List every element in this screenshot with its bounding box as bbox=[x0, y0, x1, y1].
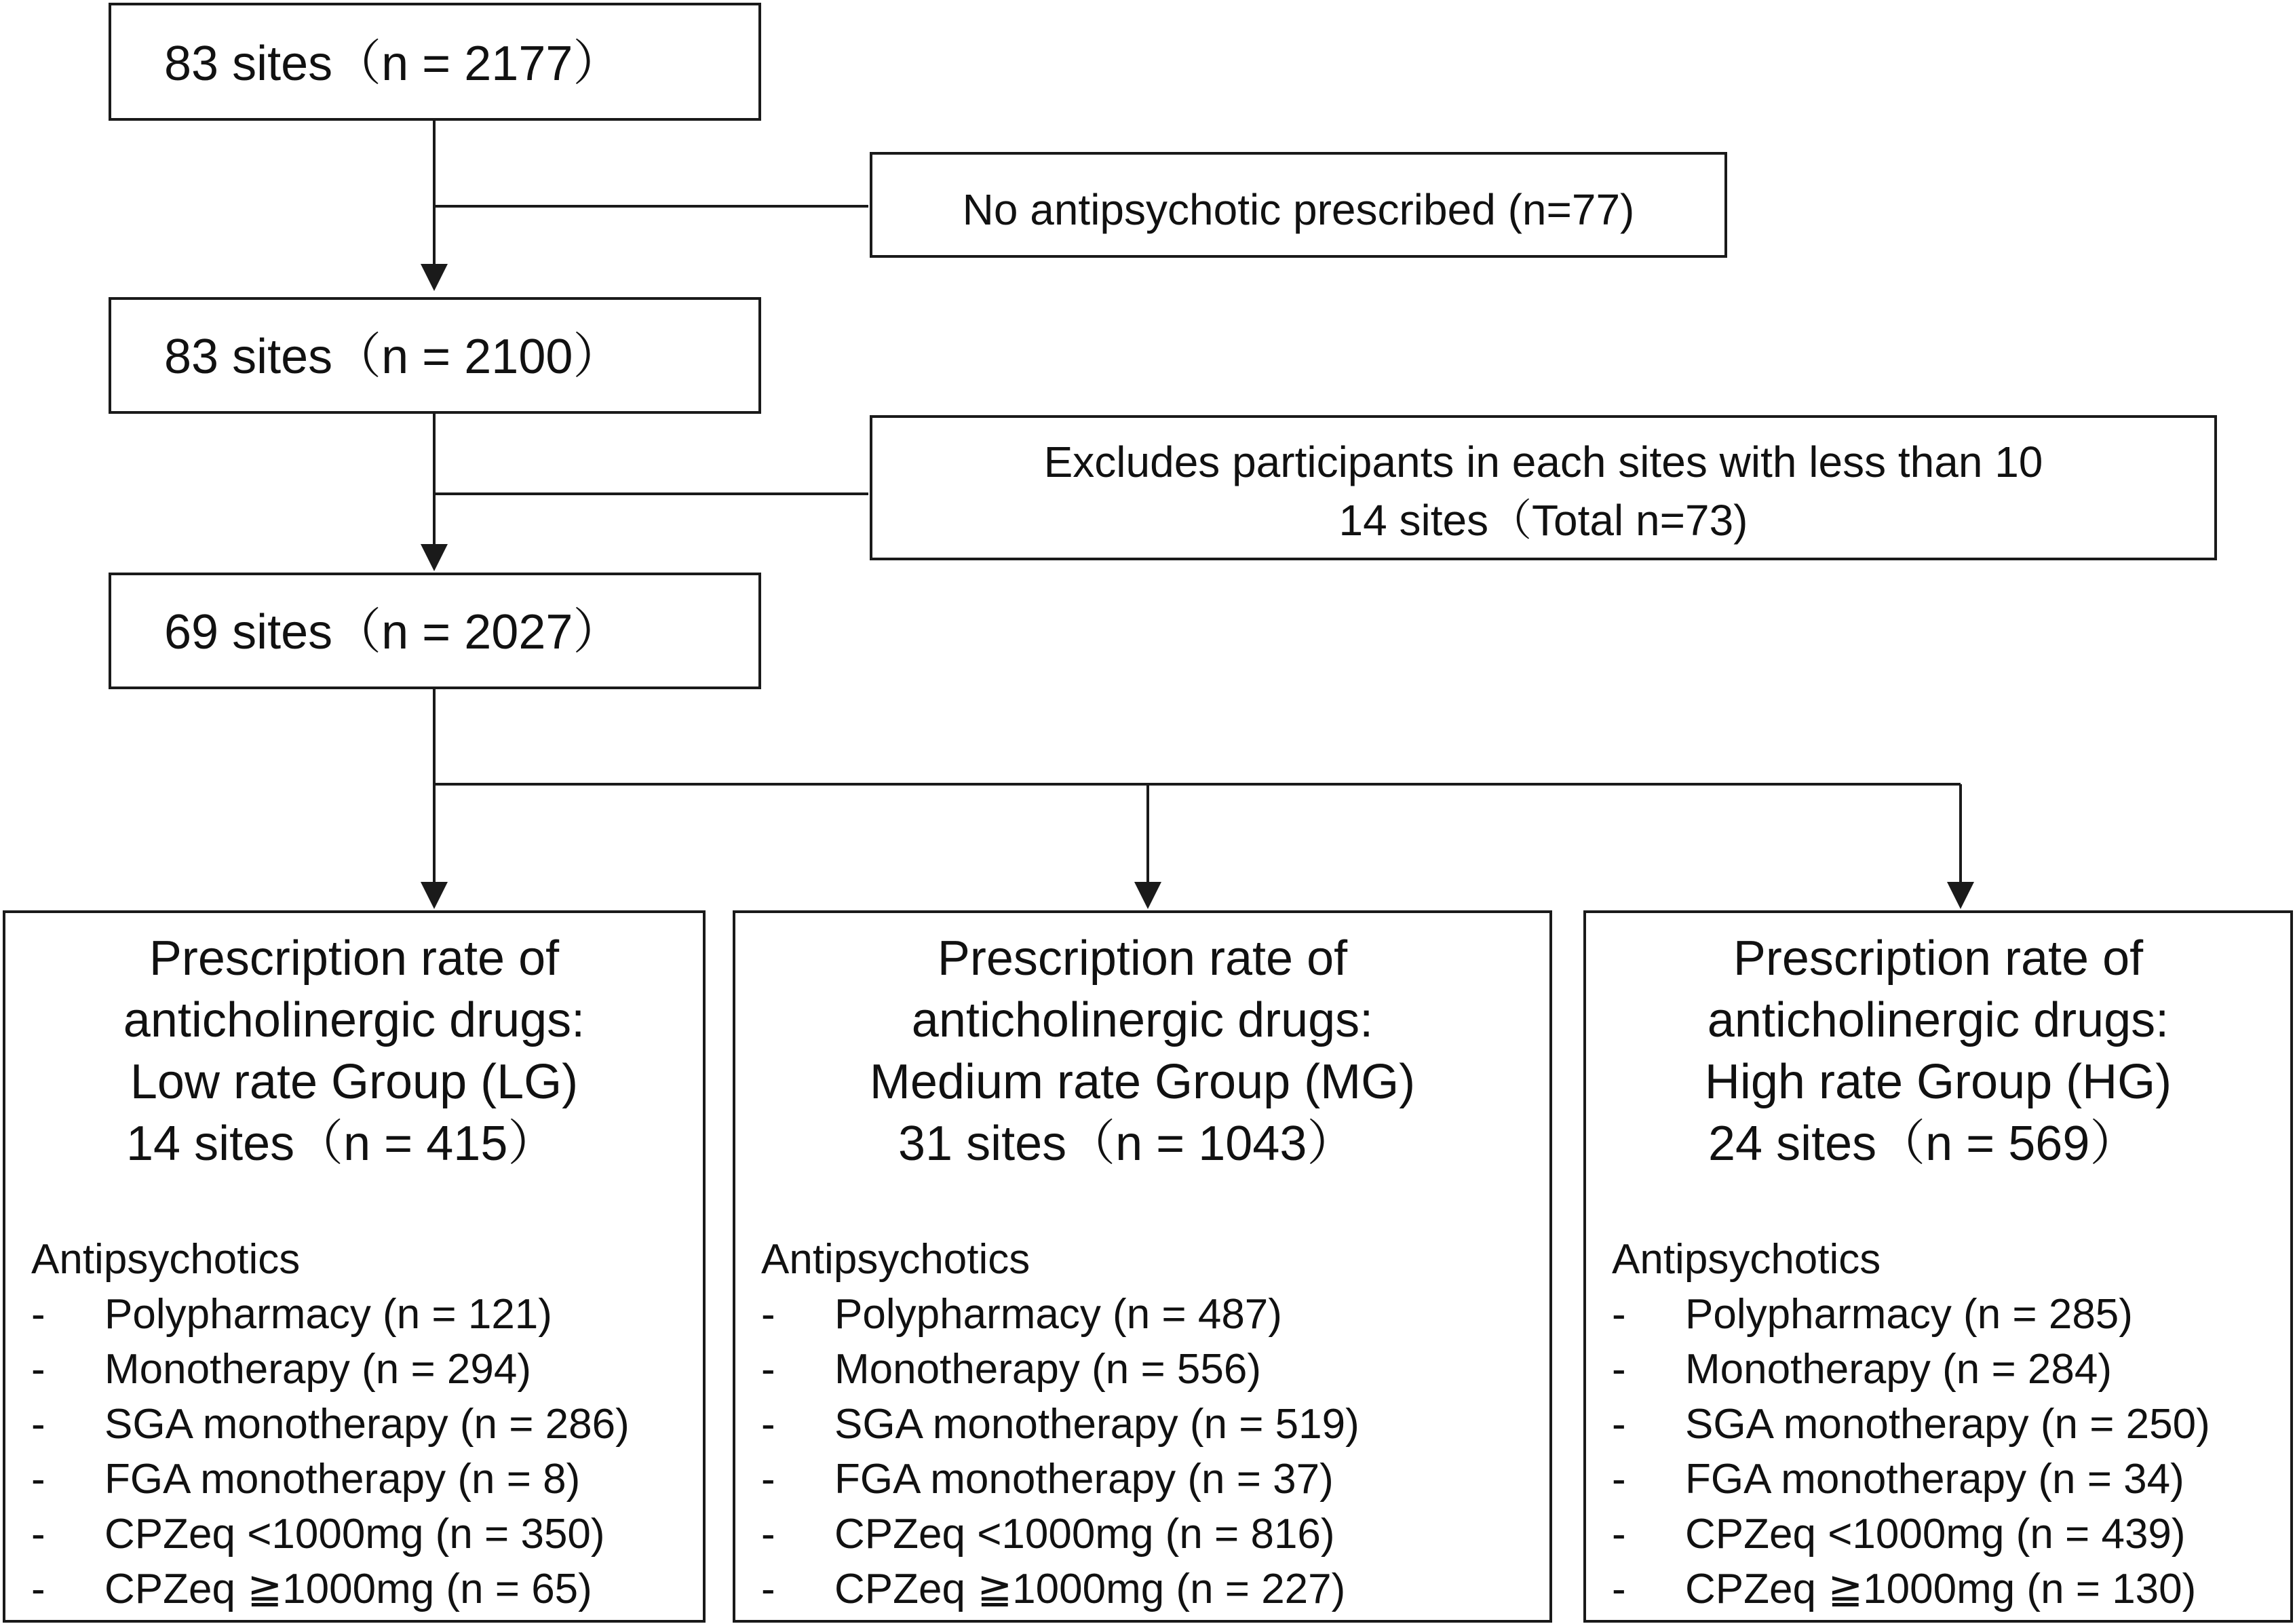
bullet-dash: - bbox=[761, 1566, 775, 1612]
bullet-dash: - bbox=[1612, 1291, 1626, 1338]
bullet-dash: - bbox=[1612, 1566, 1626, 1612]
group-hg-list-heading: Antipsychotics bbox=[1612, 1236, 1881, 1283]
list-item-text: CPZeq ≧1000mg (n = 65) bbox=[104, 1566, 592, 1612]
list-item-text: Monotherapy (n = 556) bbox=[834, 1346, 1261, 1393]
bullet-dash: - bbox=[31, 1346, 45, 1393]
exclusion-2-line-2: 14 sites（Total n=73) bbox=[1338, 496, 1748, 545]
group-box-high-rate bbox=[1583, 910, 2293, 1623]
list-item bbox=[1612, 1342, 2112, 1397]
flow-box-initial bbox=[109, 3, 761, 121]
exclusion-1-line-1: No antipsychotic prescribed (n=77) bbox=[962, 185, 1635, 234]
group-hg-title-line-1: Prescription rate of bbox=[1733, 931, 2144, 986]
bullet-dash: - bbox=[31, 1291, 45, 1338]
list-item-text: Monotherapy (n = 294) bbox=[104, 1346, 531, 1393]
group-lg-list bbox=[31, 1232, 630, 1617]
bullet-dash: - bbox=[761, 1401, 775, 1448]
bullet-dash: - bbox=[1612, 1401, 1626, 1448]
list-item-text: Polypharmacy (n = 487) bbox=[834, 1291, 1282, 1338]
list-item-text: SGA monotherapy (n = 250) bbox=[1685, 1401, 2210, 1448]
list-item-text: FGA monotherapy (n = 37) bbox=[834, 1456, 1334, 1503]
list-item bbox=[31, 1452, 581, 1507]
list-item bbox=[761, 1342, 1261, 1397]
list-item-text: SGA monotherapy (n = 519) bbox=[834, 1401, 1359, 1448]
bullet-dash: - bbox=[761, 1346, 775, 1393]
list-item-text: FGA monotherapy (n = 34) bbox=[1685, 1456, 2184, 1503]
list-item bbox=[31, 1287, 552, 1342]
list-item-text: CPZeq ≧1000mg (n = 227) bbox=[834, 1566, 1346, 1612]
group-lg-title-line-2: anticholinergic drugs: bbox=[123, 993, 585, 1047]
group-hg-title-line-4: 24 sites（n = 569） bbox=[1708, 1117, 2139, 1171]
flow-box-after-exclusion bbox=[109, 297, 761, 414]
list-item-text: CPZeq <1000mg (n = 439) bbox=[1685, 1511, 2186, 1558]
list-item-text: CPZeq ≧1000mg (n = 130) bbox=[1685, 1566, 2197, 1612]
group-box-medium-rate bbox=[733, 910, 1552, 1623]
list-item-text: SGA monotherapy (n = 286) bbox=[104, 1401, 630, 1448]
group-mg-list-heading: Antipsychotics bbox=[761, 1236, 1030, 1283]
list-item bbox=[31, 1507, 605, 1562]
group-lg-title-line-1: Prescription rate of bbox=[149, 931, 560, 986]
group-mg-title-line-3: Medium rate Group (MG) bbox=[869, 1055, 1416, 1109]
group-hg-list bbox=[1612, 1232, 2210, 1617]
exclusion-box-small-sites bbox=[870, 415, 2217, 560]
bullet-dash: - bbox=[761, 1511, 775, 1558]
list-item bbox=[31, 1562, 592, 1617]
list-item bbox=[1612, 1562, 2197, 1617]
flow-box-final-label: 69 sites（n = 2027） bbox=[164, 605, 622, 659]
group-lg-list-heading: Antipsychotics bbox=[31, 1236, 301, 1283]
list-item-text: CPZeq <1000mg (n = 816) bbox=[834, 1511, 1335, 1558]
bullet-dash: - bbox=[1612, 1511, 1626, 1558]
list-item bbox=[1612, 1397, 2210, 1452]
list-item bbox=[1612, 1287, 2133, 1342]
list-item bbox=[31, 1342, 531, 1397]
group-hg-title-line-2: anticholinergic drugs: bbox=[1707, 993, 2169, 1047]
list-item-text: Polypharmacy (n = 285) bbox=[1685, 1291, 2133, 1338]
flow-box-initial-label: 83 sites（n = 2177） bbox=[164, 37, 622, 91]
bullet-dash: - bbox=[31, 1401, 45, 1448]
list-item bbox=[761, 1507, 1335, 1562]
group-mg-title-line-2: anticholinergic drugs: bbox=[911, 993, 1374, 1047]
list-item-text: FGA monotherapy (n = 8) bbox=[104, 1456, 581, 1503]
list-item-text: CPZeq <1000mg (n = 350) bbox=[104, 1511, 605, 1558]
bullet-dash: - bbox=[31, 1511, 45, 1558]
group-lg-title-line-3: Low rate Group (LG) bbox=[130, 1055, 579, 1109]
list-item bbox=[761, 1397, 1359, 1452]
exclusion-box-no-antipsychotic bbox=[870, 152, 1727, 258]
bullet-dash: - bbox=[761, 1456, 775, 1503]
bullet-dash: - bbox=[1612, 1346, 1626, 1393]
flow-box-after-exclusion-label: 83 sites（n = 2100） bbox=[164, 330, 622, 384]
exclusion-2-line-1: Excludes participants in each sites with less than 10 bbox=[1043, 438, 2043, 486]
group-mg-title bbox=[735, 928, 1549, 1175]
flow-box-final bbox=[109, 573, 761, 689]
bullet-dash: - bbox=[761, 1291, 775, 1338]
group-hg-title bbox=[1586, 928, 2290, 1175]
list-item bbox=[761, 1562, 1346, 1617]
group-box-low-rate bbox=[3, 910, 706, 1623]
list-item bbox=[1612, 1507, 2186, 1562]
group-lg-title-line-4: 14 sites（n = 415） bbox=[126, 1117, 557, 1171]
group-mg-title-line-1: Prescription rate of bbox=[937, 931, 1348, 986]
list-item bbox=[761, 1287, 1282, 1342]
group-hg-title-line-3: High rate Group (HG) bbox=[1704, 1055, 2172, 1109]
bullet-dash: - bbox=[31, 1456, 45, 1503]
bullet-dash: - bbox=[31, 1566, 45, 1612]
group-mg-list bbox=[761, 1232, 1359, 1617]
list-item bbox=[761, 1452, 1334, 1507]
group-lg-title bbox=[5, 928, 703, 1175]
list-item bbox=[1612, 1452, 2184, 1507]
group-mg-title-line-4: 31 sites（n = 1043） bbox=[898, 1117, 1356, 1171]
list-item-text: Polypharmacy (n = 121) bbox=[104, 1291, 552, 1338]
list-item-text: Monotherapy (n = 284) bbox=[1685, 1346, 2112, 1393]
list-item bbox=[31, 1397, 630, 1452]
bullet-dash: - bbox=[1612, 1456, 1626, 1503]
